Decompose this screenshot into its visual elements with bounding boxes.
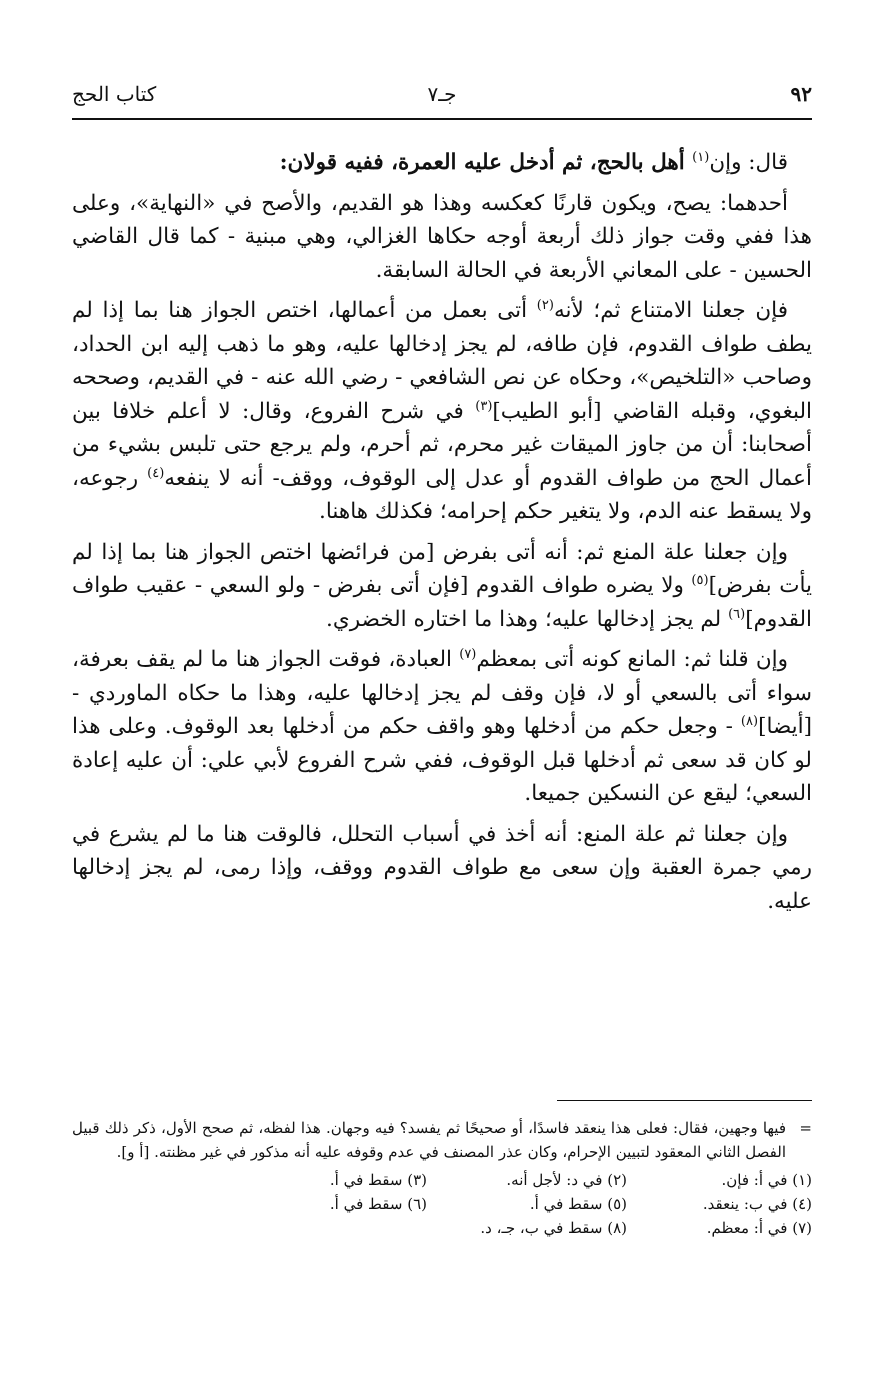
footnote-item: (٦) سقط في أ.	[329, 1195, 427, 1213]
footnote-ref: (١)	[692, 149, 710, 165]
text-run: - وجعل حكم من أدخلها وهو واقف حكم من أدخلها بعد الوقوف. وعلى هذا لو كان قد سعى ثم أدخلها قبل الوقوف، ففي شرح الفروع لأبي علي: أن عليه إعادة السعي؛ ليقع عن النسكين جميعا.	[72, 714, 812, 806]
document-page	[72, 0, 812, 1373]
book-title: كتاب الحج	[72, 82, 157, 106]
footnote-item: (٣) سقط في أ.	[329, 1171, 427, 1189]
footnote-continuation	[72, 1116, 812, 1164]
paragraph-2: أحدهما: يصح، ويكون قارنًا كعكسه وهذا هو القديم، والأصح في «النهاية»، وعلى هذا ففي وقت جواز ذلك أربعة أوجه حكاها الغزالي، وهي مبنية - كما قال القاضي الحسين - على المعاني الأربعة في الحالة السابقة.	[72, 190, 812, 283]
text-run: وإن قلنا ثم: المانع كونه أتى بمعظم	[476, 647, 788, 672]
paragraph-4	[72, 536, 812, 637]
text-run: قال: وإن	[709, 150, 788, 175]
footnote-ref: (٣)	[475, 398, 493, 414]
footnote-ref: (٥)	[691, 572, 709, 588]
footnote-ref: (٨)	[740, 713, 759, 729]
continuation-text: فيها وجهين، فقال: فعلى هذا ينعقد فاسدًا، أو صحيحًا ثم يفسد؟ فيه وجهان. هذا لفظه، ثم صحح الأول، ذكر ذلك قبيل الفصل الثاني المعقود لتبيين الإحرام، وكان عذر المصنف في عدم وقوفه عليه أنه مذكور في غير مظنته. [أ و].	[72, 1119, 786, 1161]
text-run: أتى بعمل من أعمالها، اختص الجواز هنا بما إذا لم يطف طواف القدوم، فإن طافه، لم يجز إدخالها عليه، وهو ما ذهب إليه ابن الحداد، وصاحب «التلخيص»، وحكاه عن نص الشافعي - رضي الله عنه - في القديم، وصححه البغوي، وقبله القاضي [أبو الطيب]	[72, 298, 813, 424]
volume-label: جـ٧	[427, 82, 457, 106]
paragraph-5	[72, 643, 812, 811]
footnote-item: (٨) سقط في ب، جـ، د.	[480, 1219, 627, 1237]
paragraph-1	[72, 146, 812, 180]
footnote-item: (١) في أ: فإن.	[721, 1171, 812, 1189]
footnote-ref: (٢)	[536, 297, 554, 313]
footnote-item: (٧) في أ: معظم.	[706, 1219, 812, 1237]
footnote-ref: (٧)	[459, 646, 477, 662]
page-number: ٩٢	[790, 82, 812, 106]
text-run: وإن جعلنا علة المنع ثم: أنه أتى بفرض [من فرائضها اختص الجواز هنا بما إذا لم يأت بفرض]	[72, 539, 812, 598]
main-text	[72, 146, 812, 925]
running-header	[72, 82, 812, 112]
continuation-mark: =	[799, 1119, 812, 1137]
text-run: في شرح الفروع، وقال: لا أعلم خلافا بين أصحابنا: أن من جاوز الميقات غير محرم، ثم أحرم، ولم يرجع حتى تلبس بشيء من أعمال الحج من طواف القدوم أو عدل إلى الوقوف، ووقف- أنه لا ينفعه	[72, 398, 812, 491]
text-run: رجوعه، ولا يسقط عنه الدم، ولا يتغير حكم إحرامه؛ فكذلك هاهنا.	[72, 465, 812, 524]
text-run: العبادة، فوقت الجواز هنا ما لم يقف بعرفة، سواء أتى بالسعي أو لا، فإن وقف لم يجز إدخالها عليه، وهذا ما حكاه الماوردي - [أيضا]	[72, 647, 812, 739]
footnote-ref: (٤)	[147, 465, 165, 481]
footnote-list	[72, 1168, 812, 1240]
header-rule	[72, 118, 812, 120]
text-run: فإن جعلنا الامتناع ثم؛ لأنه	[553, 298, 788, 323]
footnote-item: (٢) في د: لأجل أنه.	[506, 1171, 627, 1189]
footnotes	[72, 1116, 812, 1240]
text-run: ولا يضره طواف القدوم [فإن أتى بفرض - ولو السعي - عقيب طواف القدوم]	[72, 573, 812, 632]
footnote-ref: (٦)	[728, 606, 746, 622]
footnote-rule	[557, 1100, 812, 1101]
footnote-item: (٤) في ب: ينعقد.	[702, 1195, 812, 1213]
text-run: لم يجز إدخالها عليه؛ وهذا ما اختاره الخضري.	[326, 606, 729, 632]
footnote-item: (٥) سقط في أ.	[529, 1195, 627, 1213]
text-run-bold: أهل بالحج، ثم أدخل عليه العمرة، ففيه قولان:	[279, 150, 693, 175]
paragraph-6: وإن جعلنا ثم علة المنع: أنه أخذ في أسباب التحلل، فالوقت هنا ما لم يشرع في رمي جمرة العقبة وإن سعى مع طواف القدوم ووقف، وإذا رمى، لم يجز إدخالها عليه.	[72, 821, 812, 914]
paragraph-3	[72, 294, 812, 529]
